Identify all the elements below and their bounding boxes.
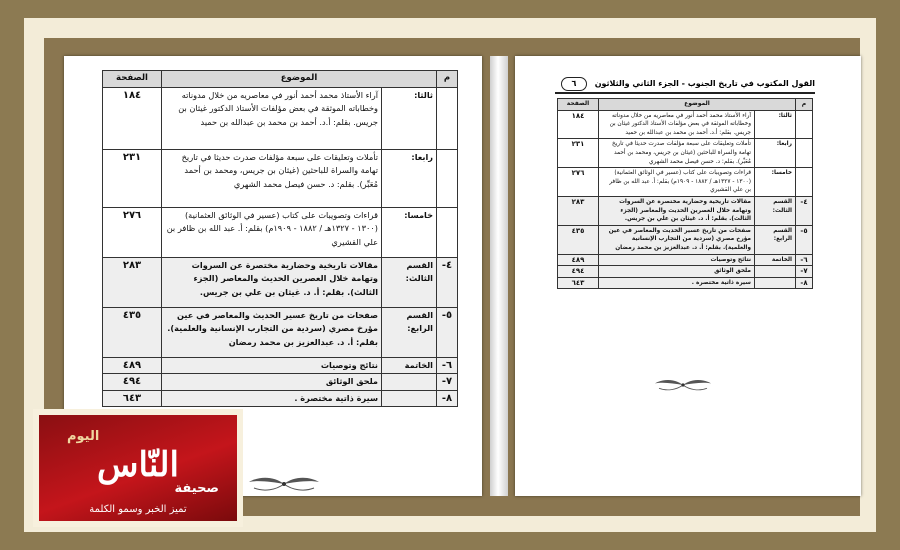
col-num-header: م [796, 99, 813, 111]
row-label: الخاتمة [755, 254, 796, 266]
row-text: نتائج وتوصيات [599, 254, 755, 266]
row-text: آراء الأستاذ محمد أحمد أنور في معاصريه من خلال مدوناته وخطاباته الموثقة في بعض مؤلفات الأستاذ الدكتور غيثان بن جريس. بقلم: أ.د. أحمد بن محمد بن عبدالله بن حميد [599, 110, 755, 139]
running-header-title: القول المكتوب في تاريخ الجنوب - الجزء الثاني والثلاثون [594, 79, 815, 88]
left-toc-table [102, 70, 458, 407]
left-toc-header-row [103, 71, 458, 88]
row-text: تأملات وتعليقات على سبعة مؤلفات صدرت حديثا في تاريخ تهامة والسراة للباحثين (غيثان بن جريس، ومحمد بن أحمد مُعَبِّر). بقلم: د. حسن فيصل محمد الشهري [162, 149, 382, 207]
row-text: قراءات وتصويبات على كتاب (عسير في الوثائق العثمانية) (١٣٠٠ - ١٣٢٧هـ / ١٨٨٢ - ١٩٠٩م) بقلم: أ. عبد الله بن ظافر بن علي القشيري [599, 168, 755, 197]
right-page [515, 56, 861, 496]
right-toc-table [557, 98, 813, 289]
table-row [558, 139, 813, 168]
table-row [103, 149, 458, 207]
table-row [103, 87, 458, 149]
row-num: ٤- [437, 257, 458, 307]
row-num [796, 139, 813, 168]
table-row [558, 225, 813, 254]
row-num: ٨- [796, 277, 813, 289]
row-page: ٤٨٩ [103, 357, 162, 374]
row-label: القسم الرابع: [382, 307, 437, 357]
logo-side-word: صحيفة [174, 481, 219, 496]
row-label [755, 266, 796, 278]
ornament-divider-icon [643, 376, 723, 394]
row-page: ٤٣٥ [558, 225, 599, 254]
col-topic-header: الموضوع [599, 99, 796, 111]
row-page: ١٨٤ [103, 87, 162, 149]
row-num: ٥- [437, 307, 458, 357]
row-page: ٤٨٩ [558, 254, 599, 266]
ornament-divider-icon [234, 474, 334, 494]
row-label: رابعا: [755, 139, 796, 168]
row-label: القسم الثالث: [755, 196, 796, 225]
table-row [103, 257, 458, 307]
row-label: خامسا: [382, 207, 437, 257]
table-row [558, 277, 813, 289]
row-text: سيرة ذاتية مختصرة . [599, 277, 755, 289]
row-page: ٦٤٣ [558, 277, 599, 289]
row-num: ٨- [437, 390, 458, 407]
right-toc-header-row [558, 99, 813, 111]
table-row [103, 207, 458, 257]
table-row [558, 266, 813, 278]
row-page: ٢٨٣ [103, 257, 162, 307]
row-label: القسم الرابع: [755, 225, 796, 254]
newspaper-logo [33, 409, 243, 527]
row-num: ٧- [796, 266, 813, 278]
row-num: ٥- [796, 225, 813, 254]
table-row [558, 254, 813, 266]
logo-main-word: النّاس [97, 445, 179, 485]
col-topic-header: الموضوع [162, 71, 437, 88]
book-gutter [490, 56, 508, 496]
table-row [103, 307, 458, 357]
row-label [755, 277, 796, 289]
col-page-header: الصفحة [103, 71, 162, 88]
row-num: ٧- [437, 374, 458, 391]
row-page: ٢٧٦ [558, 168, 599, 197]
row-label [382, 374, 437, 391]
row-num [437, 87, 458, 149]
row-label: خامسا: [755, 168, 796, 197]
row-num: ٦- [796, 254, 813, 266]
logo-background [39, 415, 237, 521]
row-text: قراءات وتصويبات على كتاب (عسير في الوثائق العثمانية) (١٣٠٠ - ١٣٢٧هـ / ١٨٨٢ - ١٩٠٩م) بقلم: أ. عبد الله بن ظافر بن علي القشيري [162, 207, 382, 257]
logo-tagline: تميز الخبر وسمو الكلمة [89, 504, 187, 515]
row-page: ٢٨٣ [558, 196, 599, 225]
row-page: ١٨٤ [558, 110, 599, 139]
row-page: ٤٩٤ [103, 374, 162, 391]
row-text: ملحق الوثائق [599, 266, 755, 278]
row-label: ثالثا: [755, 110, 796, 139]
table-row [558, 110, 813, 139]
table-row [103, 357, 458, 374]
row-page: ٢٣١ [103, 149, 162, 207]
running-header [555, 78, 815, 94]
row-text: سيرة ذاتية مختصرة . [162, 390, 382, 407]
row-num [437, 207, 458, 257]
row-text: مقالات تاريخية وحضارية مختصرة عن السروات وتهامة خلال العصرين الحديث والمعاصر (الجزء الثالث). بقلم: أ. د. غيثان بن علي بن جريس. [162, 257, 382, 307]
page-number: ٦ [561, 77, 587, 91]
col-num-header: م [437, 71, 458, 88]
row-num [437, 149, 458, 207]
logo-top-word: اليوم [67, 429, 100, 444]
row-label: القسم الثالث: [382, 257, 437, 307]
row-text: مقالات تاريخية وحضارية مختصرة عن السروات وتهامة خلال العصرين الحديث والمعاصر (الجزء الثالث). بقلم: أ. د. غيثان بن علي بن جريس. [599, 196, 755, 225]
row-text: صفحات من تاريخ عسير الحديث والمعاصر في عين مؤرخ مصري (سردية من التجارب الإنسانية والعلمية). بقلم: أ. د. عبدالعزيز بن محمد رمضان [599, 225, 755, 254]
row-page: ٤٣٥ [103, 307, 162, 357]
row-label: رابعا: [382, 149, 437, 207]
row-num: ٤- [796, 196, 813, 225]
row-label: الخاتمة [382, 357, 437, 374]
row-text: تأملات وتعليقات على سبعة مؤلفات صدرت حديثا في تاريخ تهامة والسراة للباحثين (غيثان بن جريس، ومحمد بن أحمد مُعَبِّر). بقلم: د. حسن فيصل محمد الشهري [599, 139, 755, 168]
table-row [558, 196, 813, 225]
row-page: ٢٧٦ [103, 207, 162, 257]
row-text: صفحات من تاريخ عسير الحديث والمعاصر في عين مؤرخ مصري (سردية من التجارب الإنسانية والعلمية). بقلم: أ. د. عبدالعزيز بن محمد رمضان [162, 307, 382, 357]
row-num [796, 168, 813, 197]
row-num: ٦- [437, 357, 458, 374]
row-label: ثالثا: [382, 87, 437, 149]
row-text: آراء الأستاذ محمد أحمد أنور في معاصريه من خلال مدوناته وخطاباته الموثقة في بعض مؤلفات الأستاذ الدكتور غيثان بن جريس. بقلم: أ.د. أحمد بن محمد بن عبدالله بن حميد [162, 87, 382, 149]
table-row [103, 390, 458, 407]
row-text: ملحق الوثائق [162, 374, 382, 391]
row-num [796, 110, 813, 139]
col-page-header: الصفحة [558, 99, 599, 111]
row-text: نتائج وتوصيات [162, 357, 382, 374]
table-row [558, 168, 813, 197]
row-page: ٢٣١ [558, 139, 599, 168]
table-row [103, 374, 458, 391]
row-label [382, 390, 437, 407]
row-page: ٤٩٤ [558, 266, 599, 278]
row-page: ٦٤٣ [103, 390, 162, 407]
